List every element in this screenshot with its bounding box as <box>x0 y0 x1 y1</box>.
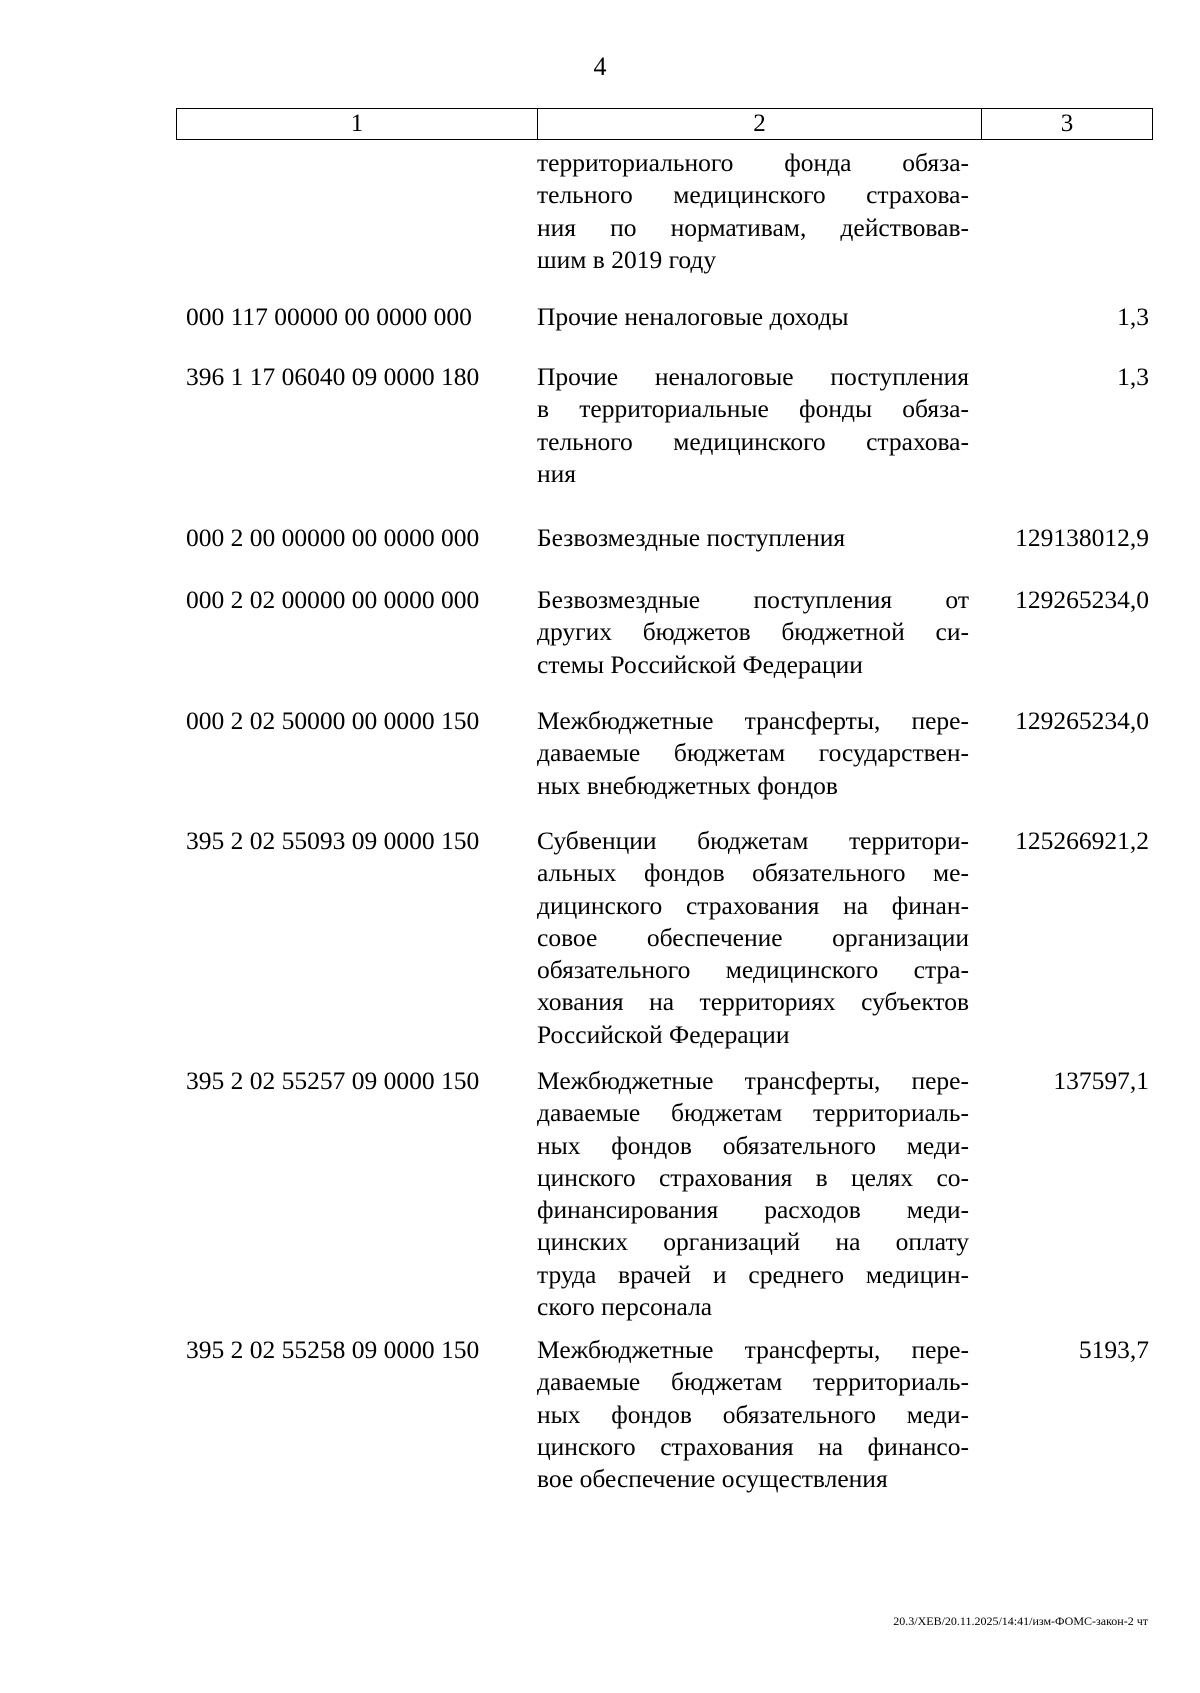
description-line: даваемые бюджетам территориаль- <box>537 1098 969 1128</box>
row-code: 395 2 02 55258 09 0000 150 <box>186 1335 480 1364</box>
row-amount: 129138012,9 <box>1015 523 1149 552</box>
description-line: Прочие неналоговые поступления <box>537 362 969 391</box>
description-line: цинского страхования в целях со- <box>537 1162 969 1192</box>
row-code: 000 2 02 00000 00 0000 000 <box>186 585 480 614</box>
description-line: Межбюджетные трансферты, пере- <box>537 1335 969 1364</box>
row-code: 000 2 00 00000 00 0000 000 <box>186 523 480 552</box>
header-col-2: 2 <box>538 109 982 139</box>
row-amount: 137597,1 <box>1053 1066 1149 1095</box>
description-line: тельного медицинского страхова- <box>537 426 969 456</box>
row-description <box>537 301 969 333</box>
row-description <box>537 1334 969 1495</box>
row-description <box>537 584 969 681</box>
row-code: 395 2 02 55093 09 0000 150 <box>186 826 480 855</box>
header-col-1: 1 <box>177 109 538 139</box>
row-amount: 1,3 <box>1117 362 1149 391</box>
description-line: Безвозмездные поступления <box>537 523 846 552</box>
row-description <box>537 361 969 490</box>
header-col-3: 3 <box>1060 110 1074 137</box>
description-line: ных внебюджетных фондов <box>537 770 838 800</box>
description-line: вое обеспечение осуществления <box>537 1464 888 1494</box>
description-line: Межбюджетные трансферты, пере- <box>537 1066 969 1095</box>
row-amount: 1,3 <box>1117 302 1149 331</box>
description-line: Российской Федерации <box>537 1019 790 1049</box>
description-line: альных фондов обязательного ме- <box>537 858 969 888</box>
description-line: цинского страхования на финансо- <box>537 1431 969 1461</box>
row-description <box>537 1065 969 1323</box>
description-line: ния по нормативам, действовав- <box>537 212 969 242</box>
description-line: хования на территориях субъектов <box>537 987 969 1017</box>
description-line: ных фондов обязательного меди- <box>537 1130 969 1160</box>
description-line: Субвенции бюджетам территори- <box>537 826 969 855</box>
description-line: шим в 2019 году <box>537 244 717 274</box>
description-line: ского персонала <box>537 1292 713 1322</box>
description-line: в территориальные фонды обяза- <box>537 394 969 424</box>
page-number: 4 <box>593 52 607 81</box>
row-code: 396 1 17 06040 09 0000 180 <box>186 362 480 391</box>
description-line: дицинского страхования на финан- <box>537 890 969 920</box>
description-line: финансирования расходов меди- <box>537 1195 969 1225</box>
description-line: стемы Российской Федерации <box>537 649 863 679</box>
row-code: 000 117 00000 00 0000 000 <box>186 302 472 331</box>
row-amount: 129265234,0 <box>1015 706 1149 735</box>
row-description <box>537 147 969 276</box>
description-line: Межбюджетные трансферты, пере- <box>537 706 969 735</box>
description-line: других бюджетов бюджетной си- <box>537 617 969 647</box>
row-description <box>537 825 969 1051</box>
row-code: 395 2 02 55257 09 0000 150 <box>186 1066 480 1095</box>
description-line: даваемые бюджетам территориаль- <box>537 1367 969 1397</box>
row-description <box>537 705 969 802</box>
description-line: Прочие неналоговые доходы <box>537 302 849 331</box>
description-line: ния <box>537 458 577 488</box>
description-line: труда врачей и среднего медицин- <box>537 1259 969 1289</box>
row-code: 000 2 02 50000 00 0000 150 <box>186 706 480 735</box>
description-line: территориального фонда обяза- <box>537 148 969 177</box>
row-amount: 129265234,0 <box>1015 585 1149 614</box>
description-line: обязательного медицинского стра- <box>537 955 969 985</box>
description-line: цинских организаций на оплату <box>537 1227 969 1257</box>
description-line: ных фондов обязательного меди- <box>537 1399 969 1429</box>
description-line: совое обеспечение организации <box>537 922 969 952</box>
description-line: тельного медицинского страхова- <box>537 180 969 210</box>
footer-reference: 20.3/XEB/20.11.2025/14:41/изм-ФОМС-закон-2 чт <box>893 1614 1148 1628</box>
row-amount: 5193,7 <box>1078 1335 1149 1364</box>
description-line: Безвозмездные поступления от <box>537 585 969 614</box>
row-amount: 125266921,2 <box>1015 826 1149 855</box>
table-header <box>176 108 1153 140</box>
row-description <box>537 522 969 554</box>
description-line: даваемые бюджетам государствен- <box>537 738 969 768</box>
